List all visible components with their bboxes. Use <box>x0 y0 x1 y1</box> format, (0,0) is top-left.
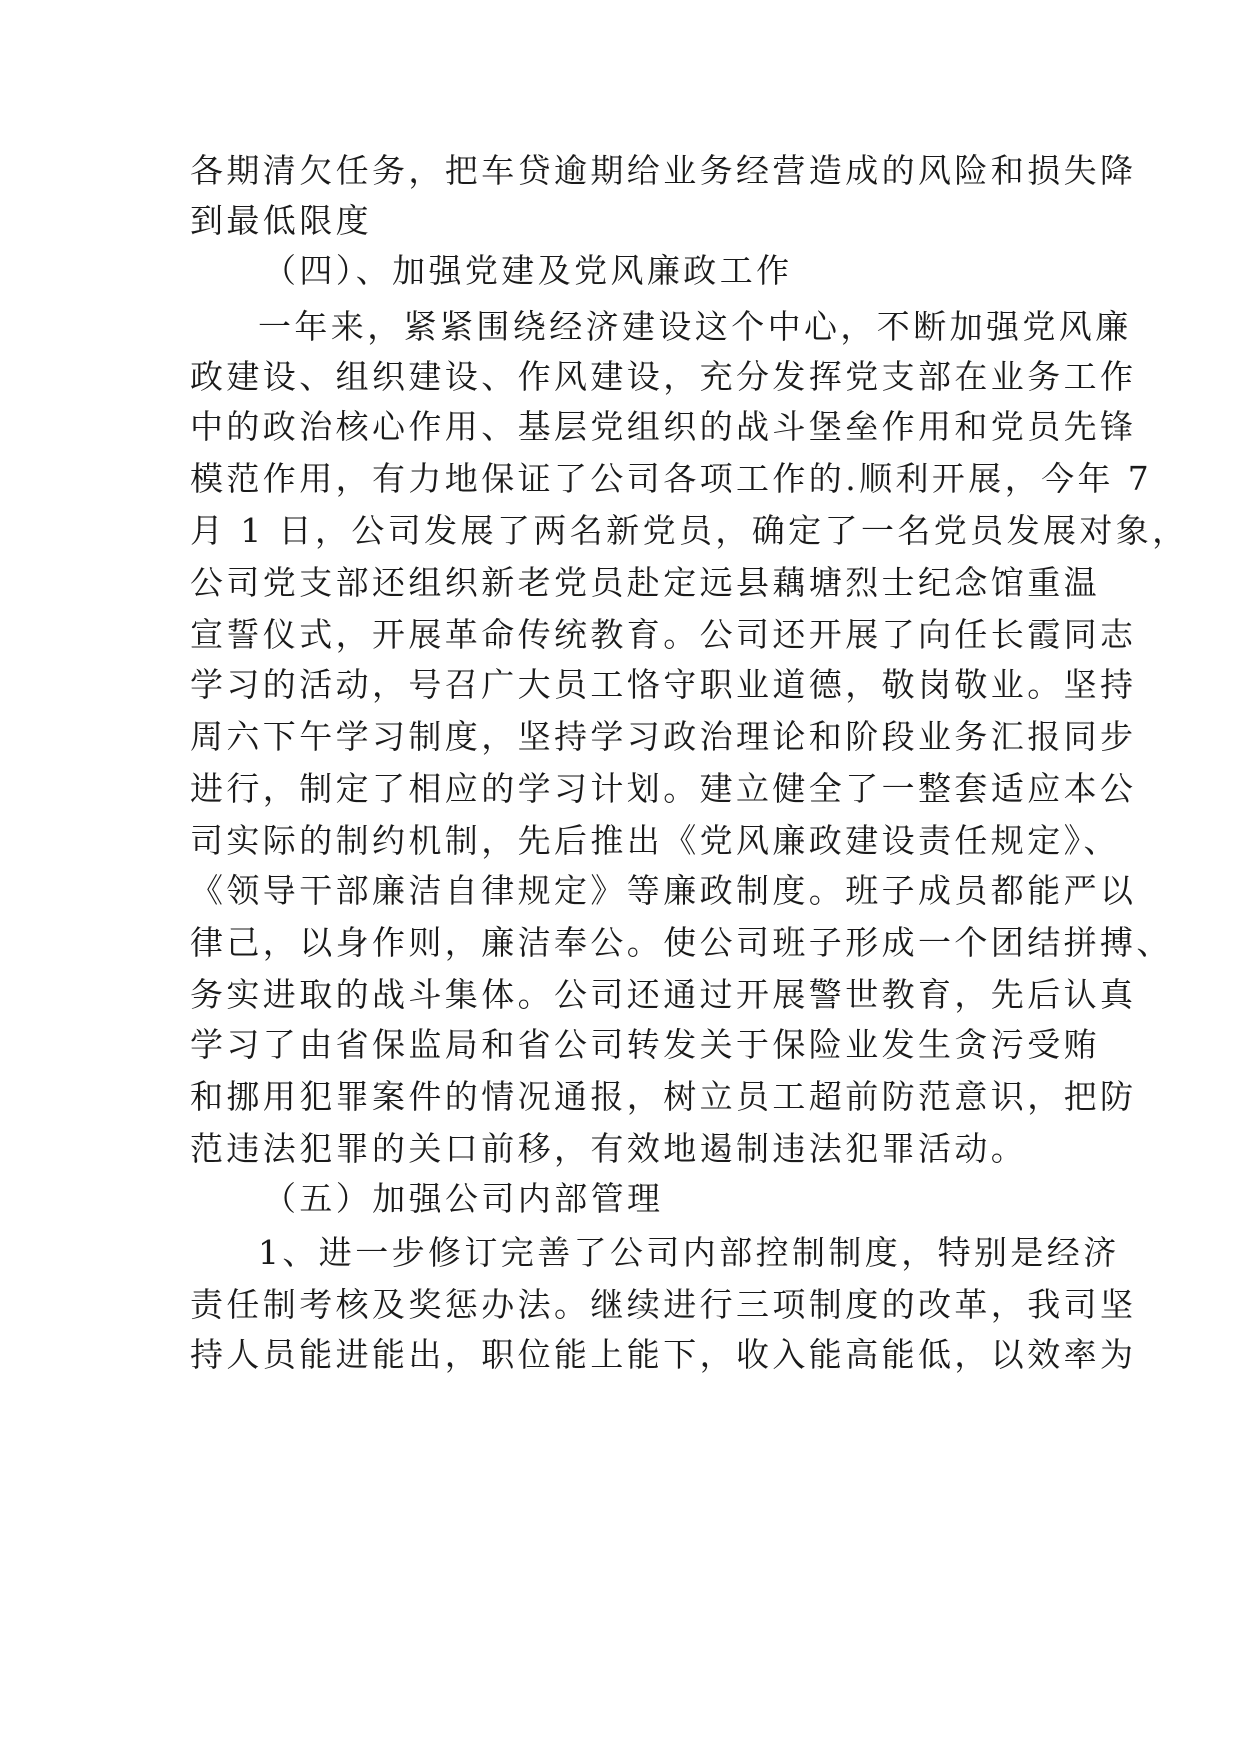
text-line: 学习了由省保监局和省公司转发关于保险业发生贪污受贿 <box>190 1025 1100 1064</box>
text-line: 各期清欠任务，把车贷逾期给业务经营造成的风险和损失降 <box>190 151 1137 190</box>
text-line: 月 1 日，公司发展了两名新党员，确定了一名党员发展对象， <box>190 511 1189 550</box>
text-line: 一年来，紧紧围绕经济建设这个中心，不断加强党风廉 <box>258 307 1132 346</box>
text-line: 范违法犯罪的关口前移，有效地遏制违法犯罪活动。 <box>190 1129 1028 1168</box>
text-line: 律己，以身作则，廉洁奉公。使公司班子形成一个团结拼搏、 <box>190 923 1173 962</box>
text-line: 务实进取的战斗集体。公司还通过开展警世教育，先后认真 <box>190 975 1137 1014</box>
text-line: 公司党支部还组织新老党员赴定远县藕塘烈士纪念馆重温 <box>190 563 1100 602</box>
text-line: 学习的活动，号召广大员工恪守职业道德，敬岗敬业。坚持 <box>190 665 1137 704</box>
text-line: 模范作用，有力地保证了公司各项工作的.顺利开展，今年 7 <box>190 459 1153 498</box>
text-line: 到最低限度 <box>190 201 372 240</box>
text-line: 《领导干部廉洁自律规定》等廉政制度。班子成员都能严以 <box>190 871 1137 910</box>
text-line: 1、进一步修订完善了公司内部控制制度，特别是经济 <box>258 1233 1120 1272</box>
text-line: 进行，制定了相应的学习计划。建立健全了一整套适应本公 <box>190 769 1137 808</box>
text-line: 和挪用犯罪案件的情况通报，树立员工超前防范意识，把防 <box>190 1077 1137 1116</box>
text-line: 政建设、组织建设、作风建设，充分发挥党支部在业务工作 <box>190 357 1137 396</box>
text-line: 周六下午学习制度，坚持学习政治理论和阶段业务汇报同步 <box>190 717 1137 756</box>
section-heading: （四）、加强党建及党风廉政工作 <box>263 251 793 290</box>
section-heading: （五）加强公司内部管理 <box>263 1179 664 1218</box>
text-line: 责任制考核及奖惩办法。继续进行三项制度的改革，我司坚 <box>190 1285 1137 1324</box>
text-line: 宣誓仪式，开展革命传统教育。公司还开展了向任长霞同志 <box>190 615 1137 654</box>
text-line: 持人员能进能出，职位能上能下，收入能高能低，以效率为 <box>190 1335 1137 1374</box>
text-line: 司实际的制约机制，先后推出《党风廉政建设责任规定》、 <box>190 821 1120 860</box>
text-line: 中的政治核心作用、基层党组织的战斗堡垒作用和党员先锋 <box>190 407 1137 446</box>
